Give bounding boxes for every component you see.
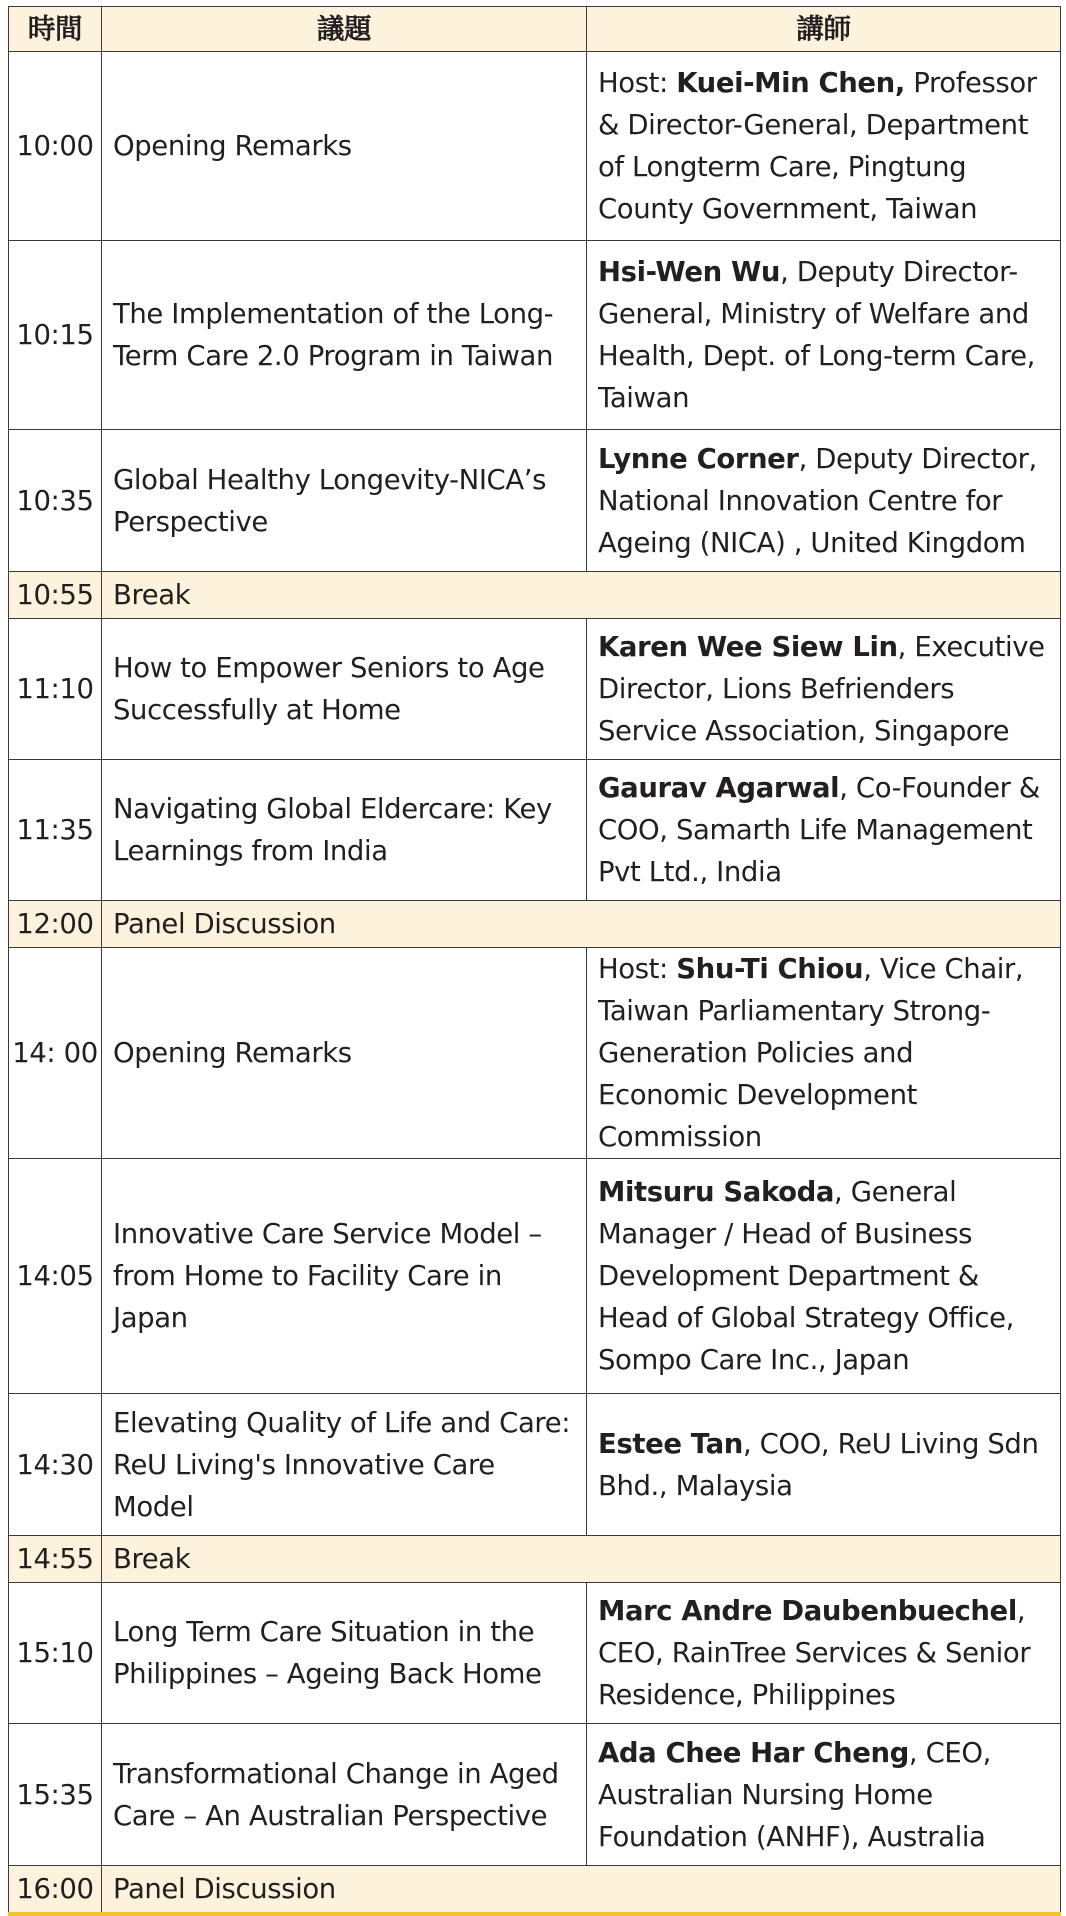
host-prefix: Host: xyxy=(598,953,677,985)
speaker-name: Shu-Ti Chiou xyxy=(676,953,864,985)
topic-cell: The Implementation of the Long-Term Care 2.0 Program in Taiwan xyxy=(102,241,587,430)
time-cell: 10:55 xyxy=(9,572,102,619)
speaker-name: Karen Wee Siew Lin xyxy=(598,631,898,663)
speaker-affiliation: , Deputy Director-General, Ministry of Welfare and Health, Dept. of Long-term Care, Taiwan xyxy=(598,256,1035,414)
speaker-name: Gaurav Agarwal xyxy=(598,772,840,804)
speaker-affiliation: , CEO, Australian Nursing Home Foundation (ANHF), Australia xyxy=(598,1736,991,1853)
speaker-name: Hsi-Wen Wu xyxy=(598,256,781,288)
break-row xyxy=(9,572,1061,619)
agenda-row xyxy=(9,760,1061,901)
time-cell: 11:10 xyxy=(9,619,102,760)
speaker-cell xyxy=(587,52,1061,241)
time-cell: 15:35 xyxy=(9,1724,102,1866)
agenda-body xyxy=(9,52,1061,1915)
panel-label: Panel Discussion xyxy=(102,901,1061,948)
speaker-cell xyxy=(587,1583,1061,1724)
speaker-affiliation: , COO, ReU Living Sdn Bhd., Malaysia xyxy=(598,1427,1039,1502)
topic-cell: Transformational Change in Aged Care – An Australian Perspective xyxy=(102,1724,587,1866)
agenda-row xyxy=(9,1159,1061,1394)
speaker-cell xyxy=(587,760,1061,901)
speaker-name: Mitsuru Sakoda xyxy=(598,1176,835,1208)
topic-cell: How to Empower Seniors to Age Successfully at Home xyxy=(102,619,587,760)
time-column-header: 時間 xyxy=(9,7,102,52)
speaker-cell xyxy=(587,430,1061,572)
agenda-row xyxy=(9,948,1061,1159)
time-cell: 14:30 xyxy=(9,1394,102,1536)
time-cell: 14: 00 xyxy=(9,948,102,1159)
speaker-affiliation: Professor & Director-General, Department of Longterm Care, Pingtung County Government, Taiwan xyxy=(598,67,1037,225)
speaker-name: Ada Chee Har Cheng xyxy=(598,1736,909,1769)
break-row xyxy=(9,1536,1061,1583)
time-cell: 10:35 xyxy=(9,430,102,572)
speaker-cell xyxy=(587,241,1061,430)
host-prefix: Host: xyxy=(598,67,677,99)
speaker-name: Lynne Corner xyxy=(598,442,799,475)
agenda-row xyxy=(9,52,1061,241)
speaker-affiliation: , Co-Founder & COO, Samarth Life Management Pvt Ltd., India xyxy=(598,772,1040,888)
speaker-cell xyxy=(587,1394,1061,1536)
agenda-table xyxy=(8,6,1061,1916)
time-cell: 14:05 xyxy=(9,1159,102,1394)
speaker-column-header: 講師 xyxy=(587,7,1061,52)
topic-cell: Innovative Care Service Model – from Home to Facility Care in Japan xyxy=(102,1159,587,1394)
agenda-row xyxy=(9,241,1061,430)
speaker-name: Estee Tan xyxy=(598,1427,743,1460)
topic-cell: Opening Remarks xyxy=(102,948,587,1159)
speaker-affiliation: , General Manager / Head of Business Development Department & Head of Global Strategy Office, Sompo Care Inc., Japan xyxy=(598,1176,1014,1376)
time-cell: 15:10 xyxy=(9,1583,102,1724)
speaker-cell xyxy=(587,1159,1061,1394)
agenda-row xyxy=(9,430,1061,572)
speaker-name: Marc Andre Daubenbuechel xyxy=(598,1595,1017,1627)
topic-cell: Global Healthy Longevity-NICA’s Perspective xyxy=(102,430,587,572)
speaker-cell xyxy=(587,1724,1061,1866)
time-cell: 12:00 xyxy=(9,901,102,948)
time-cell: 10:15 xyxy=(9,241,102,430)
header-row xyxy=(9,7,1061,52)
speaker-affiliation: , Executive Director, Lions Befrienders Service Association, Singapore xyxy=(598,631,1045,747)
agenda-header xyxy=(9,7,1061,52)
agenda-row xyxy=(9,1583,1061,1724)
break-label: Break xyxy=(102,1536,1061,1583)
agenda-row xyxy=(9,619,1061,760)
topic-cell: Elevating Quality of Life and Care: ReU Living's Innovative Care Model xyxy=(102,1394,587,1536)
agenda-row xyxy=(9,1394,1061,1536)
topic-cell: Long Term Care Situation in the Philippines – Ageing Back Home xyxy=(102,1583,587,1724)
topic-column-header: 議題 xyxy=(102,7,587,52)
speaker-affiliation: , Deputy Director, National Innovation Centre for Ageing (NICA) , United Kingdom xyxy=(598,442,1037,559)
speaker-affiliation: , CEO, RainTree Services & Senior Residence, Philippines xyxy=(598,1595,1031,1711)
agenda-table-wrapper xyxy=(8,6,1060,1916)
speaker-affiliation: , Vice Chair, Taiwan Parliamentary Strong-Generation Policies and Economic Development Commission xyxy=(598,953,1024,1153)
time-cell: 16:00 xyxy=(9,1866,102,1915)
speaker-cell xyxy=(587,948,1061,1159)
break-label: Break xyxy=(102,572,1061,619)
panel-row xyxy=(9,1866,1061,1915)
time-cell: 11:35 xyxy=(9,760,102,901)
time-cell: 14:55 xyxy=(9,1536,102,1583)
agenda-row xyxy=(9,1724,1061,1866)
topic-cell: Opening Remarks xyxy=(102,52,587,241)
time-cell: 10:00 xyxy=(9,52,102,241)
panel-label: Panel Discussion xyxy=(102,1866,1061,1915)
panel-row xyxy=(9,901,1061,948)
topic-cell: Navigating Global Eldercare: Key Learnings from India xyxy=(102,760,587,901)
speaker-cell xyxy=(587,619,1061,760)
speaker-name: Kuei-Min Chen, xyxy=(676,67,905,99)
